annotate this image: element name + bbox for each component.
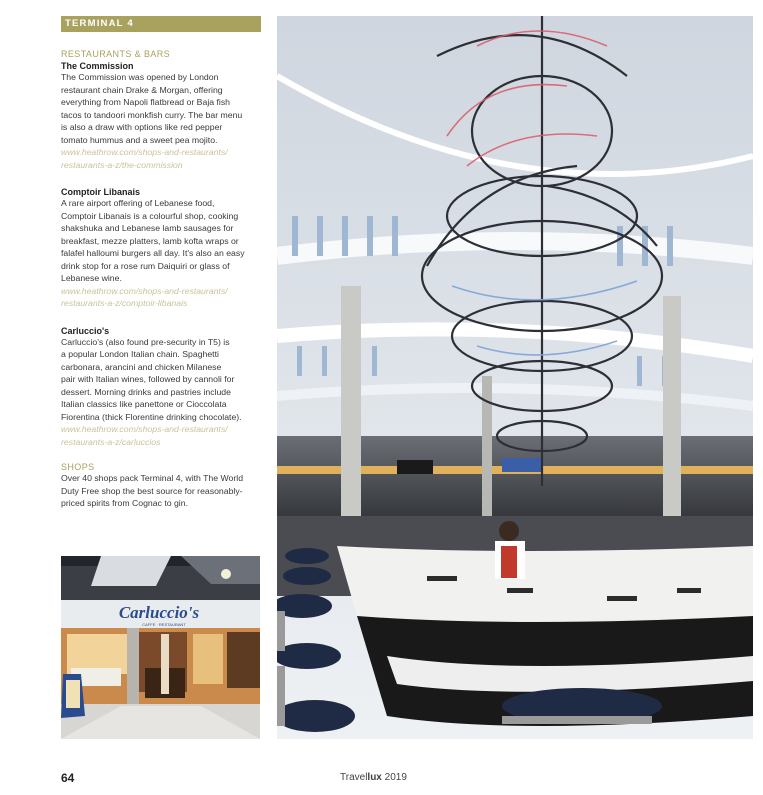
body-line: a popular London Italian chain. Spaghetti bbox=[61, 349, 219, 359]
body-line: tomato hummus and a sweet pea mojito. bbox=[61, 134, 218, 145]
body-line: is also a draw with options like red pepper bbox=[61, 122, 223, 132]
body-line: carbonara, arancini and chicken Milanese bbox=[61, 361, 222, 372]
entry-title: Comptoir Libanais bbox=[61, 187, 141, 197]
body-line: The Commission was opened by London bbox=[61, 72, 219, 82]
page-number: 64 bbox=[61, 771, 75, 785]
body-line: falafel halloumi burgers all day. It's also an easy bbox=[61, 248, 245, 258]
body-line: priced spirits from Cognac to gin. bbox=[61, 498, 188, 508]
entry-body bbox=[61, 197, 261, 285]
body-line: pair with Italian wines, followed by cannoli for bbox=[61, 374, 235, 384]
carluccios-storefront-photo bbox=[61, 556, 260, 739]
link-line[interactable]: www.heathrow.com/shops-and-restaurants/ bbox=[61, 147, 228, 157]
shops-body bbox=[61, 472, 261, 510]
text-column bbox=[61, 16, 261, 510]
terminal4-bar-photo bbox=[277, 16, 753, 739]
entry-body bbox=[61, 336, 261, 424]
body-line: restaurant chain Drake & Morgan, offering bbox=[61, 84, 223, 95]
entry-title: The Commission bbox=[61, 61, 134, 71]
body-line: Duty Free shop the best source for reasonably- bbox=[61, 485, 243, 496]
body-line: Carluccio's (also found pre-security in T5) is bbox=[61, 336, 230, 347]
entry-title: Carluccio's bbox=[61, 325, 110, 336]
body-line: dessert. Morning drinks and pastries include bbox=[61, 386, 231, 397]
body-line: breakfast, mezze platters, lamb kofta wraps or bbox=[61, 235, 239, 246]
entry-carluccios bbox=[61, 326, 261, 449]
entry-body bbox=[61, 71, 261, 146]
body-line: shakshuka and Lebanese lamb sausages for bbox=[61, 223, 234, 233]
entry-link[interactable] bbox=[61, 423, 261, 448]
body-line: Comptoir Libanais is a colourful shop, cooking bbox=[61, 210, 239, 221]
entry-the-commission bbox=[61, 61, 261, 171]
body-line: Fiorentina (thick Florentine drinking chocolate). bbox=[61, 411, 242, 422]
body-line: Italian classics like panettone or Cioccolata bbox=[61, 399, 227, 409]
brand-year: 2019 bbox=[381, 772, 407, 783]
body-line: drink stop for a rose rum Daiquiri or glass of bbox=[61, 260, 230, 271]
restaurants-heading: RESTAURANTS & BARS bbox=[61, 49, 171, 59]
link-line[interactable]: www.heathrow.com/shops-and-restaurants/ bbox=[61, 424, 228, 434]
entry-link[interactable] bbox=[61, 285, 261, 310]
link-line[interactable]: www.heathrow.com/shops-and-restaurants/ bbox=[61, 285, 228, 296]
entry-comptoir-libanais bbox=[61, 187, 261, 310]
link-line[interactable]: restaurants-a-z/comptoir-libanais bbox=[61, 298, 188, 308]
link-line[interactable]: restaurants-a-z/carluccios bbox=[61, 436, 161, 447]
brand-bold: lux bbox=[367, 772, 382, 783]
brand-regular: Travel bbox=[340, 772, 368, 783]
sign-text: Carluccio's bbox=[118, 603, 200, 622]
body-line: everything from Napoli flatbread or Baja fish bbox=[61, 97, 231, 107]
body-line: Over 40 shops pack Terminal 4, with The World bbox=[61, 473, 244, 483]
sign-sub-text: CAFFE · RESTAURANT bbox=[142, 622, 186, 627]
entry-link[interactable] bbox=[61, 146, 261, 171]
section-label: TERMINAL 4 bbox=[61, 16, 261, 32]
body-line: Lebanese wine. bbox=[61, 273, 122, 283]
link-line[interactable]: restaurants-a-z/the-commission bbox=[61, 159, 183, 170]
footer-brand bbox=[340, 772, 407, 783]
shops-heading: SHOPS bbox=[61, 462, 95, 472]
body-line: A rare airport offering of Lebanese food, bbox=[61, 198, 215, 208]
body-line: tacos to tandoori monkfish curry. The bar menu bbox=[61, 109, 243, 120]
